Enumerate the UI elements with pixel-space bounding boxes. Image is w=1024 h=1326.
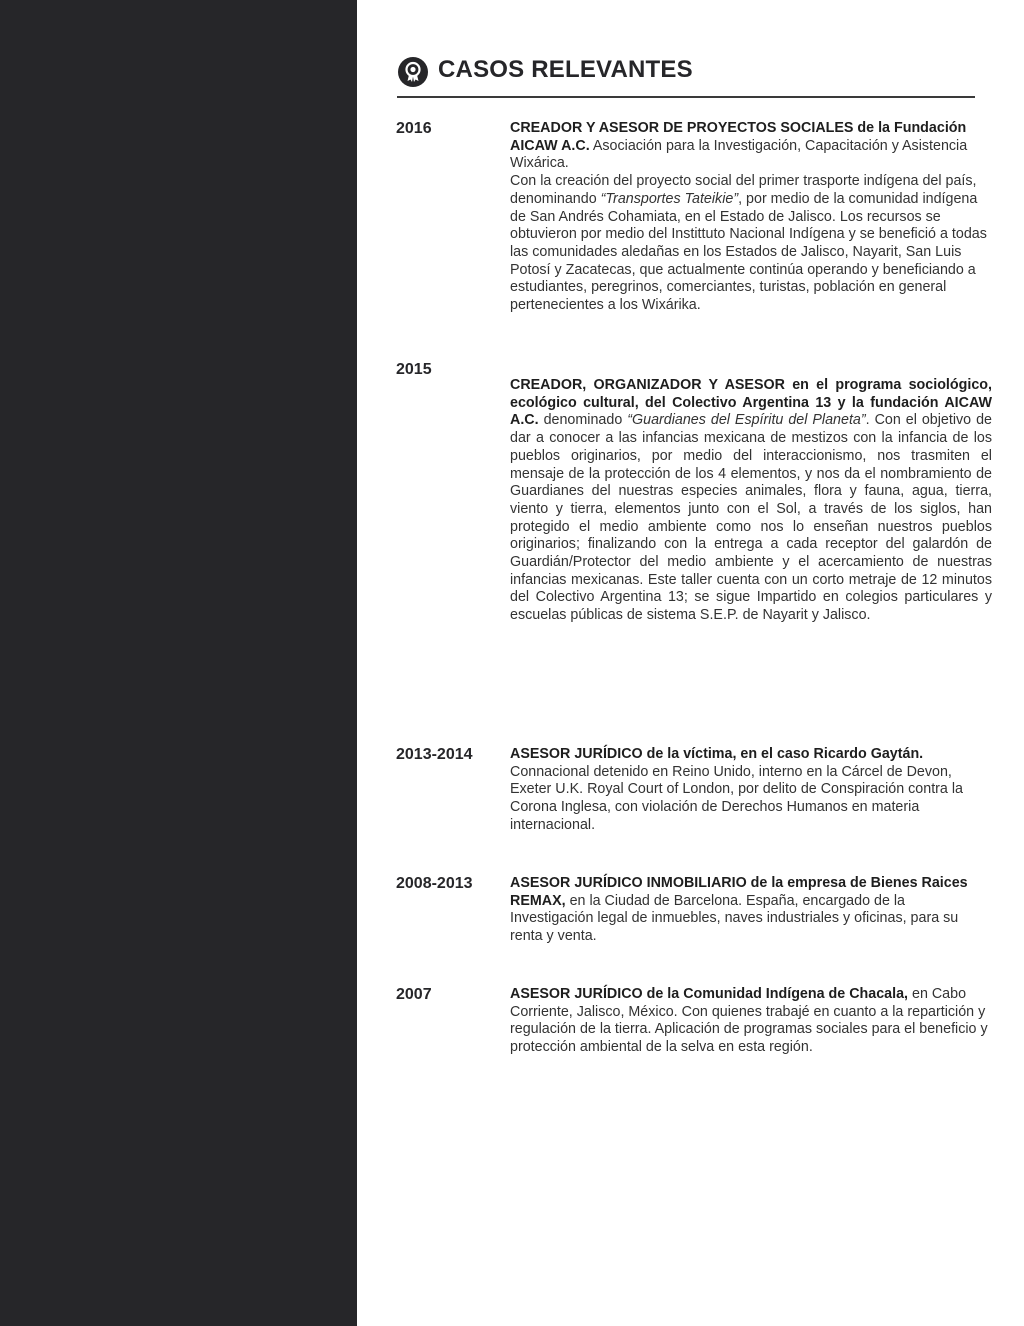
case-text: en la Ciudad de Barcelona. España, encargado de la Investigación legal de inmuebles, naves industriales y oficinas, para su renta y venta. xyxy=(510,892,959,945)
award-ribbon-icon xyxy=(398,57,428,87)
case-text: en Cabo Corriente, Jalisco, México. Con quienes trabajé en cuanto a la repartición y regulación de la tierra. Aplicación de programas sociales para el beneficio y protección ambiental de la selva en esta región. xyxy=(510,986,988,1056)
page-title: CASOS RELEVANTES xyxy=(438,56,693,83)
case-text: Asociación para la Investigación, Capacitación y Asistencia Wixárica. xyxy=(510,137,968,172)
case-description xyxy=(510,986,992,1057)
case-text: Con la creación del proyecto social del primer trasporte indígena del país, denominando xyxy=(510,173,977,207)
dark-sidebar xyxy=(0,0,357,1326)
case-description xyxy=(510,120,992,315)
case-title: ASESOR JURÍDICO de la víctima, en el caso Ricardo Gaytán. xyxy=(510,746,924,762)
case-description xyxy=(510,377,992,625)
case-text: , por medio de la comunidad indígena de San Andrés Cohamiata, en el Estado de Jalisco. Los recursos se obtuvieron por medio del Instittuto Nacional Indígena y se benefició a todas las comunidades aledañas en los Estados de Jalisco, Nayarit, San Luis Potosí y Zacatecas, que actualmente continúa operando y beneficiando a estudiantes, peregrinos, comerciantes, turistas, población en general pertenecientes a los Wixárika. xyxy=(510,190,987,314)
case-title: CREADOR, ORGANIZADOR Y ASESOR en el programa sociológico, ecológico cultural, del Colectivo Argentina 13 y la fundación AICAW A.C. xyxy=(510,377,992,429)
case-year: 2013-2014 xyxy=(396,746,473,763)
case-italic-name: “Transportes Tateikie” xyxy=(600,190,739,207)
case-text: denominado xyxy=(538,412,628,429)
case-description xyxy=(510,875,992,946)
case-description xyxy=(510,746,992,835)
case-title: ASESOR JURÍDICO INMOBILIARIO de la empresa de Bienes Raices REMAX, xyxy=(510,875,968,909)
case-year: 2007 xyxy=(396,986,432,1003)
case-year: 2016 xyxy=(396,120,432,137)
case-text: Connacional detenido en Reino Unido, interno en la Cárcel de Devon, Exeter U.K. Royal Court of London, por delito de Conspiración contra la Corona Inglesa, con violación de Derechos Humanos en materia internacional. xyxy=(510,763,963,833)
section-header xyxy=(397,54,975,98)
case-italic-name: “Guardianes del Espíritu del Planeta” xyxy=(627,412,866,429)
case-title: ASESOR JURÍDICO de la Comunidad Indígena de Chacala, xyxy=(510,986,909,1002)
case-text: . Con el objetivo de dar a conocer a las infancias mexicana de mestizos con la infancia de los pueblos originarios, por medio del interaccionismo, nos trasmiten el mensaje de la protección de los 4 elementos, y nos da el nombramiento de Guardianes del nuestras especies animales, flora y fauna, agua, tierra, viento y tierra, elementos junto con el Sol, a través de los siglos, han protegido el medio ambiente como nos lo enseñan nuestros pueblos originarios; finalizando con la entrega a cada receptor del galardón de Guardián/Protector del medio ambiente y el acercamiento de nuestras infancias mexicanas. Este taller cuenta con un corto metraje de 12 minutos del Colectivo Argentina 13; se sigue Impartido en colegios particulares y escuelas públicas de sistema S.E.P. de Nayarit y Jalisco. xyxy=(510,412,992,624)
case-year: 2015 xyxy=(396,361,432,378)
case-year: 2008-2013 xyxy=(396,875,473,892)
case-title: CREADOR Y ASESOR DE PROYECTOS SOCIALES de la Fundación AICAW A.C. xyxy=(510,120,967,154)
